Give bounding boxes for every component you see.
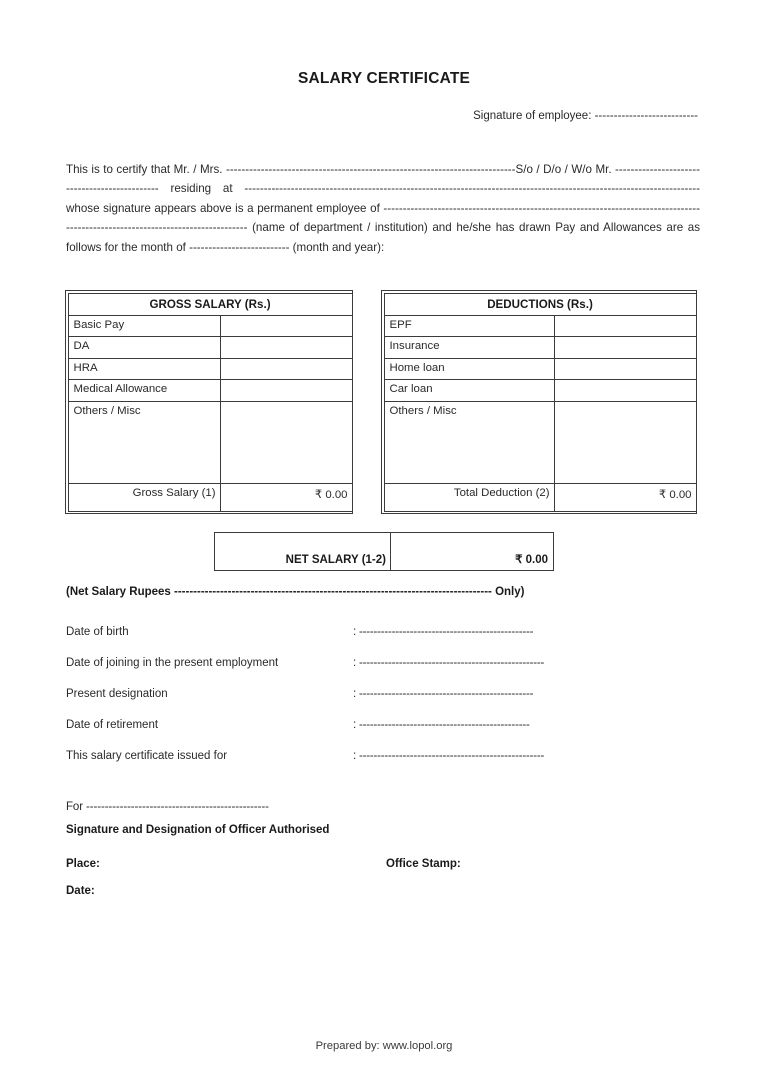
gross-row-label: HRA	[68, 358, 220, 380]
deduction-row-value[interactable]	[554, 315, 696, 337]
net-salary-label: NET SALARY (1-2)	[215, 533, 391, 571]
table-row	[384, 380, 696, 402]
table-row	[68, 380, 352, 402]
officer-designation-label: Signature and Designation of Officer Authorised	[66, 824, 330, 836]
deduction-row-label: Others / Misc	[384, 401, 554, 483]
deduction-row-label: Car loan	[384, 380, 554, 402]
gross-total-row	[68, 483, 352, 511]
detail-value-date-of-retirement[interactable]: : -----------------------------------------------	[353, 719, 530, 731]
gross-row-label: Others / Misc	[68, 401, 220, 483]
gross-row-value[interactable]	[220, 358, 352, 380]
detail-label-date-of-joining: Date of joining in the present employment	[66, 657, 279, 669]
for-organisation-line[interactable]: For -------------------------------------------------	[66, 801, 269, 813]
table-row	[68, 315, 352, 337]
place-label: Place:	[66, 858, 100, 870]
table-row	[384, 315, 696, 337]
gross-total-value: ₹ 0.00	[220, 483, 352, 511]
table-row	[68, 337, 352, 359]
deduction-row-label: Insurance	[384, 337, 554, 359]
deductions-total-row	[384, 483, 696, 511]
certification-paragraph: This is to certify that Mr. / Mrs. ---------------------------------------------------------------------------S/o / D/o / W/o Mr. ---------------------------------------------- residing at ----------------------------------------------------------------------------------------------------------------------whose signature appears above is a permanent employee of --------------------------------------------------------------------------------------------------------------------------------- (name of department / institution) and he/she has drawn Pay and Allowances are as follows for the month of -------------------------- (month and year):	[66, 163, 700, 254]
table-row	[384, 358, 696, 380]
net-salary-box	[214, 532, 554, 571]
list-item	[66, 688, 702, 719]
deduction-row-label: EPF	[384, 315, 554, 337]
office-stamp-label: Office Stamp:	[386, 858, 461, 870]
table-row	[68, 401, 352, 483]
date-label: Date:	[66, 885, 95, 897]
deductions-total-value: ₹ 0.00	[554, 483, 696, 511]
detail-value-present-designation[interactable]: : ------------------------------------------------	[353, 688, 534, 700]
net-salary-in-words: (Net Salary Rupees ----------------------------------------------------------------------------------- Only)	[66, 586, 525, 598]
officer-signature-block	[66, 801, 702, 897]
place-and-stamp-row	[66, 858, 702, 885]
detail-label-date-of-birth: Date of birth	[66, 626, 129, 638]
deduction-row-value[interactable]	[554, 401, 696, 483]
list-item	[66, 626, 702, 657]
gross-salary-table	[65, 290, 353, 514]
gross-row-label: Basic Pay	[68, 315, 220, 337]
detail-label-date-of-retirement: Date of retirement	[66, 719, 159, 731]
list-item	[66, 719, 702, 750]
deductions-table-header: DEDUCTIONS (Rs.)	[384, 293, 696, 315]
detail-label-issued-for: This salary certificate issued for	[66, 750, 228, 762]
gross-total-label: Gross Salary (1)	[68, 483, 220, 511]
gross-salary-table-header: GROSS SALARY (Rs.)	[68, 293, 352, 315]
list-item	[66, 657, 702, 688]
gross-row-value[interactable]	[220, 401, 352, 483]
detail-value-issued-for[interactable]: : ---------------------------------------------------	[353, 750, 545, 762]
deduction-row-value[interactable]	[554, 337, 696, 359]
deduction-row-value[interactable]	[554, 358, 696, 380]
deductions-total-label: Total Deduction (2)	[384, 483, 554, 511]
deductions-table	[381, 290, 697, 514]
prepared-by-footer: Prepared by: www.lopol.org	[315, 1040, 453, 1052]
table-row	[384, 401, 696, 483]
detail-label-present-designation: Present designation	[66, 688, 168, 700]
deduction-row-label: Home loan	[384, 358, 554, 380]
gross-row-value[interactable]	[220, 380, 352, 402]
detail-value-date-of-birth[interactable]: : ------------------------------------------------	[353, 626, 534, 638]
table-row	[384, 337, 696, 359]
gross-row-value[interactable]	[220, 315, 352, 337]
net-salary-value: ₹ 0.00	[391, 533, 554, 571]
employee-details-list	[66, 626, 702, 781]
gross-row-label: Medical Allowance	[68, 380, 220, 402]
page-title: SALARY CERTIFICATE	[297, 70, 471, 87]
deduction-row-value[interactable]	[554, 380, 696, 402]
gross-row-label: DA	[68, 337, 220, 359]
gross-row-value[interactable]	[220, 337, 352, 359]
list-item	[66, 750, 702, 781]
table-row	[68, 358, 352, 380]
employee-signature-line: Signature of employee: ---------------------------	[473, 110, 698, 122]
detail-value-date-of-joining[interactable]: : ---------------------------------------------------	[353, 657, 545, 669]
